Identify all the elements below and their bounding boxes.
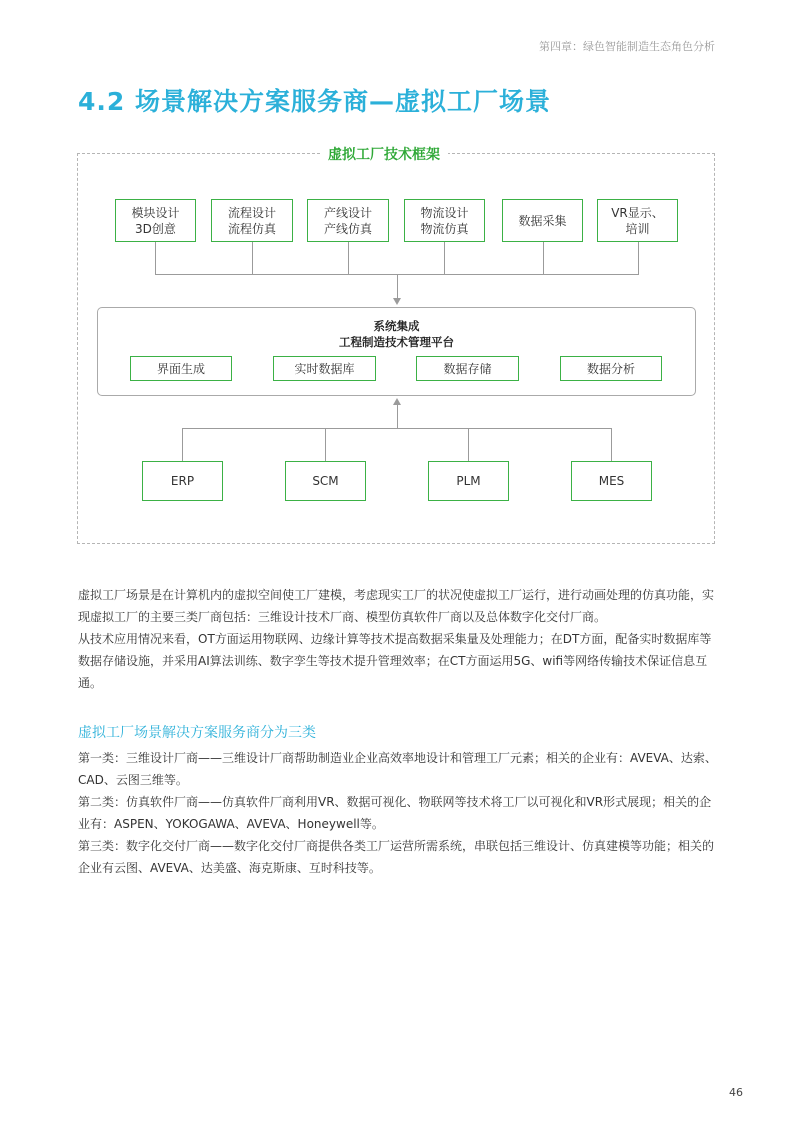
connector: [252, 242, 253, 274]
connector: [444, 242, 445, 274]
connector: [611, 428, 612, 461]
box-label: SCM: [312, 474, 339, 488]
box-module-design: [115, 199, 196, 242]
module-ui-generation: [130, 356, 232, 381]
module-label: 实时数据库: [294, 361, 355, 376]
box-data-collection: [502, 199, 583, 242]
intro-paragraph: 虚拟工厂场景是在计算机内的虚拟空间使工厂建模，考虑现实工厂的状况使虚拟工厂运行，进行动画处理的仿真功能，实现虚拟工厂的主要三类厂商包括：三维设计技术厂商、模型仿真软件厂商以及总体数字化交付厂商。: [78, 588, 715, 624]
connector: [155, 242, 156, 274]
box-erp: [142, 461, 223, 501]
page-number: 46: [729, 1086, 743, 1099]
box-line1: 模块设计: [131, 205, 180, 220]
connector: [397, 274, 398, 298]
category-item: 第一类：三维设计厂商——三维设计厂商帮助制造业企业高效率地设计和管理工厂元素；相关的企业有：AVEVA、达索、CAD、云图三维等。: [78, 751, 717, 787]
box-scm: [285, 461, 366, 501]
box-line1: 数据采集: [518, 213, 567, 228]
diagram-title: 虚拟工厂技术框架: [320, 144, 448, 164]
box-line2: 物流仿真: [420, 221, 469, 236]
platform-title: 系统集成: [373, 319, 420, 333]
connector: [325, 428, 326, 461]
module-label: 界面生成: [156, 361, 205, 376]
box-line-design: [307, 199, 389, 242]
chapter-header: 第四章：绿色智能制造生态角色分析: [539, 40, 715, 53]
box-line2: 培训: [625, 221, 650, 236]
box-line2: 3D创意: [135, 221, 176, 236]
box-line1: VR显示、: [611, 205, 664, 220]
connector: [397, 404, 398, 428]
box-label: MES: [598, 474, 625, 488]
arrow-down-icon: [393, 298, 401, 305]
subsection-title: 虚拟工厂场景解决方案服务商分为三类: [78, 725, 316, 741]
section-title: 4.2 场景解决方案服务商—虚拟工厂场景: [78, 87, 551, 116]
intro-text: [78, 584, 718, 694]
platform-subtitle: 工程制造技术管理平台: [339, 335, 454, 349]
box-line2: 流程仿真: [227, 221, 276, 236]
box-plm: [428, 461, 509, 501]
box-line1: 流程设计: [227, 205, 276, 220]
connector: [182, 428, 183, 461]
connector: [182, 428, 611, 429]
category-item: 第二类：仿真软件厂商——仿真软件厂商利用VR、数据可视化、物联网等技术将工厂以可视化和VR形式展现；相关的企业有：ASPEN、YOKOGAWA、AVEVA、Honeywell等。: [78, 795, 712, 831]
box-logistics-design: [404, 199, 485, 242]
category-item: 第三类：数字化交付厂商——数字化交付厂商提供各类工厂运营所需系统，串联包括三维设计、仿真建模等功能；相关的企业有云图、AVEVA、达美盛、海克斯康、互时科技等。: [78, 839, 715, 875]
box-line1: 产线设计: [323, 205, 372, 220]
connector: [543, 242, 544, 274]
module-data-storage: [416, 356, 519, 381]
box-label: ERP: [170, 474, 195, 488]
box-process-design: [211, 199, 293, 242]
box-mes: [571, 461, 652, 501]
connector: [638, 242, 639, 274]
module-label: 数据分析: [586, 361, 635, 376]
intro-paragraph: 从技术应用情况来看，OT方面运用物联网、边缘计算等技术提高数据采集量及处理能力；在DT方面，配备实时数据库等数据存储设施，并采用AI算法训练、数字孪生等技术提升管理效率；在CT方面运用5G、wifi等网络传输技术保证信息互通。: [78, 632, 712, 690]
box-label: PLM: [456, 474, 481, 488]
category-list: [78, 747, 718, 879]
box-line2: 产线仿真: [323, 221, 372, 236]
box-line1: 物流设计: [420, 205, 469, 220]
module-realtime-db: [273, 356, 376, 381]
connector: [348, 242, 349, 274]
box-vr-display: [597, 199, 678, 242]
connector: [468, 428, 469, 461]
module-data-analysis: [560, 356, 662, 381]
module-label: 数据存储: [443, 361, 492, 376]
